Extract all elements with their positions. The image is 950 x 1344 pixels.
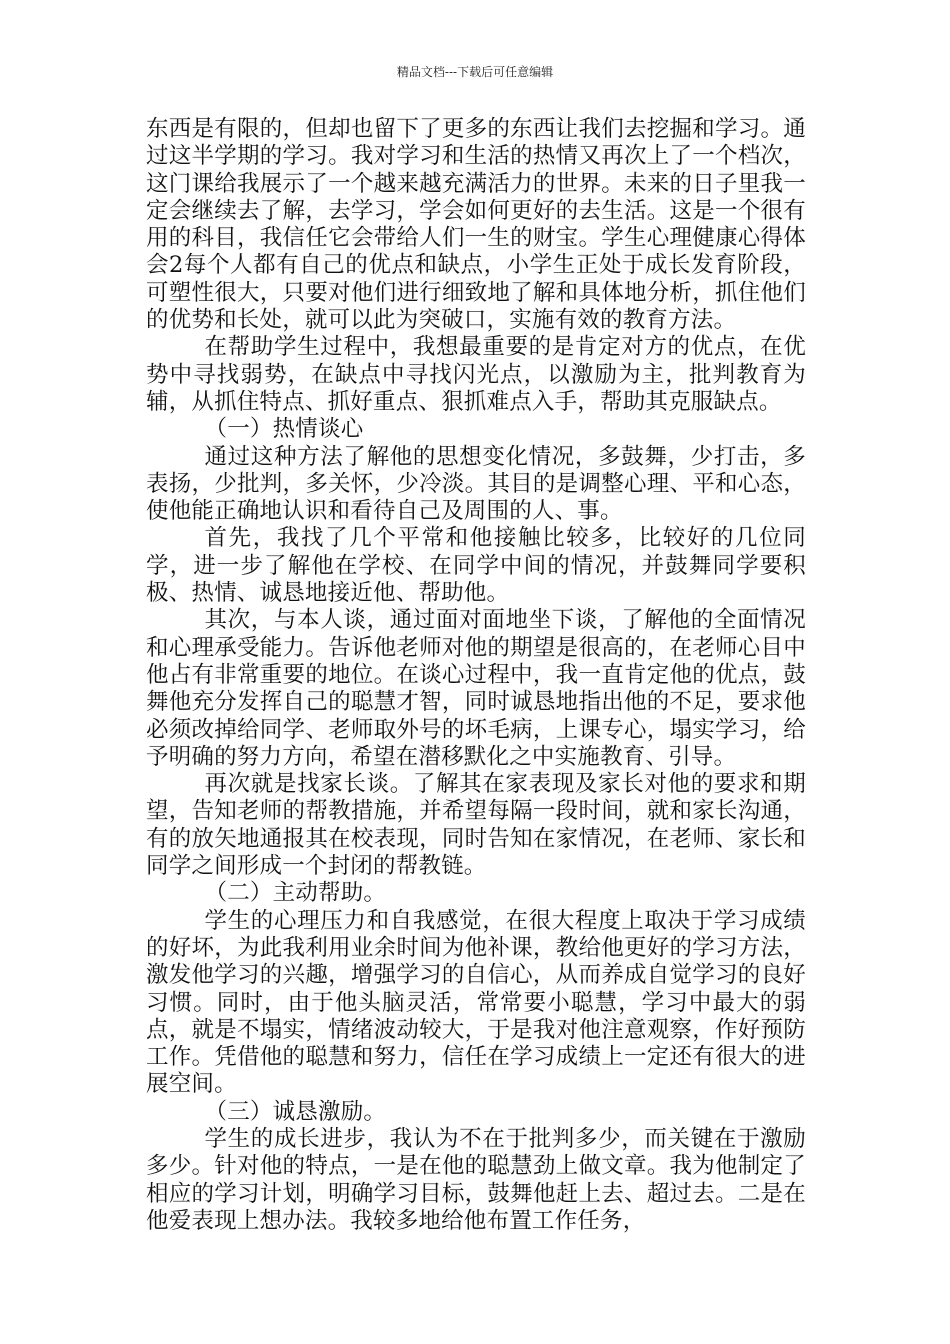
paragraph-3: 通过这种方法了解他的思想变化情况，多鼓舞，少打击，多表扬，少批判，多关怀，少冷淡。其目的是调整心理、平和心态，使他能正确地认识和看待自己及周围的人、事。	[146, 443, 806, 525]
page-header: 精品文档---下载后可任意编辑	[396, 65, 554, 79]
paragraph-6: 再次就是找家长谈。了解其在家表现及家长对他的要求和期望，告知老师的帮教措施，并希望每隔一段时间，就和家长沟通，有的放矢地通报其在校表现，同时告知在家情况，在老师、家长和同学之间形成一个封闭的帮教链。	[146, 771, 806, 880]
paragraph-7: 学生的心理压力和自我感觉，在很大程度上取决于学习成绩的好坏，为此我利用业余时间为他补课，教给他更好的学习方法，激发他学习的兴趣，增强学习的自信心，从而养成自觉学习的良好习惯。同时，由于他头脑灵活，常常要小聪慧，学习中最大的弱点，就是不塌实，情绪波动较大，于是我对他注意观察，作好预防工作。凭借他的聪慧和努力，信任在学习成绩上一定还有很大的进展空间。	[146, 907, 806, 1098]
paragraph-5: 其次，与本人谈，通过面对面地坐下谈，了解他的全面情况和心理承受能力。告诉他老师对他的期望是很高的，在老师心目中他占有非常重要的地位。在谈心过程中，我一直肯定他的优点，鼓舞他充分发挥自己的聪慧才智，同时诚恳地指出他的不足，要求他必须改掉给同学、老师取外号的坏毛病，上课专心，塌实学习，给予明确的努力方向，希望在潜移默化之中实施教育、引导。	[146, 607, 806, 770]
section-heading-1: （一）热情谈心	[204, 416, 364, 443]
section-heading-3: （三）诚恳激励。	[204, 1098, 387, 1125]
paragraph-1: 东西是有限的，但却也留下了更多的东西让我们去挖掘和学习。通过这半学期的学习。我对学习和生活的热情又再次上了一个档次，这门课给我展示了一个越来越充满活力的世界。未来的日子里我一定会继续去了解，去学习，学会如何更好的去生活。这是一个很有用的科目，我信任它会带给人们一生的财宝。学生心理健康心得体会2每个人都有自己的优点和缺点，小学生正处于成长发育阶段，可塑性很大，只要对他们进行细致地了解和具体地分析，抓住他们的优势和长处，就可以此为突破口，实施有效的教育方法。	[146, 116, 806, 334]
paragraph-2: 在帮助学生过程中，我想最重要的是肯定对方的优点，在优势中寻找弱势，在缺点中寻找闪光点，以激励为主，批判教育为辅，从抓住特点、抓好重点、狠抓难点入手，帮助其克服缺点。	[146, 334, 806, 415]
section-heading-2: （二）主动帮助。	[204, 880, 387, 907]
paragraph-4: 首先，我找了几个平常和他接触比较多，比较好的几位同学，进一步了解他在学校、在同学中间的情况，并鼓舞同学要积极、热情、诚恳地接近他、帮助他。	[146, 525, 806, 607]
paragraph-8: 学生的成长进步，我认为不在于批判多少，而关键在于激励多少。针对他的特点，一是在他的聪慧劲上做文章。我为他制定了相应的学习计划，明确学习目标，鼓舞他赶上去、超过去。二是在他爱表现上想办法。我较多地给他布置工作任务，	[146, 1125, 806, 1234]
document-body	[146, 116, 806, 1235]
